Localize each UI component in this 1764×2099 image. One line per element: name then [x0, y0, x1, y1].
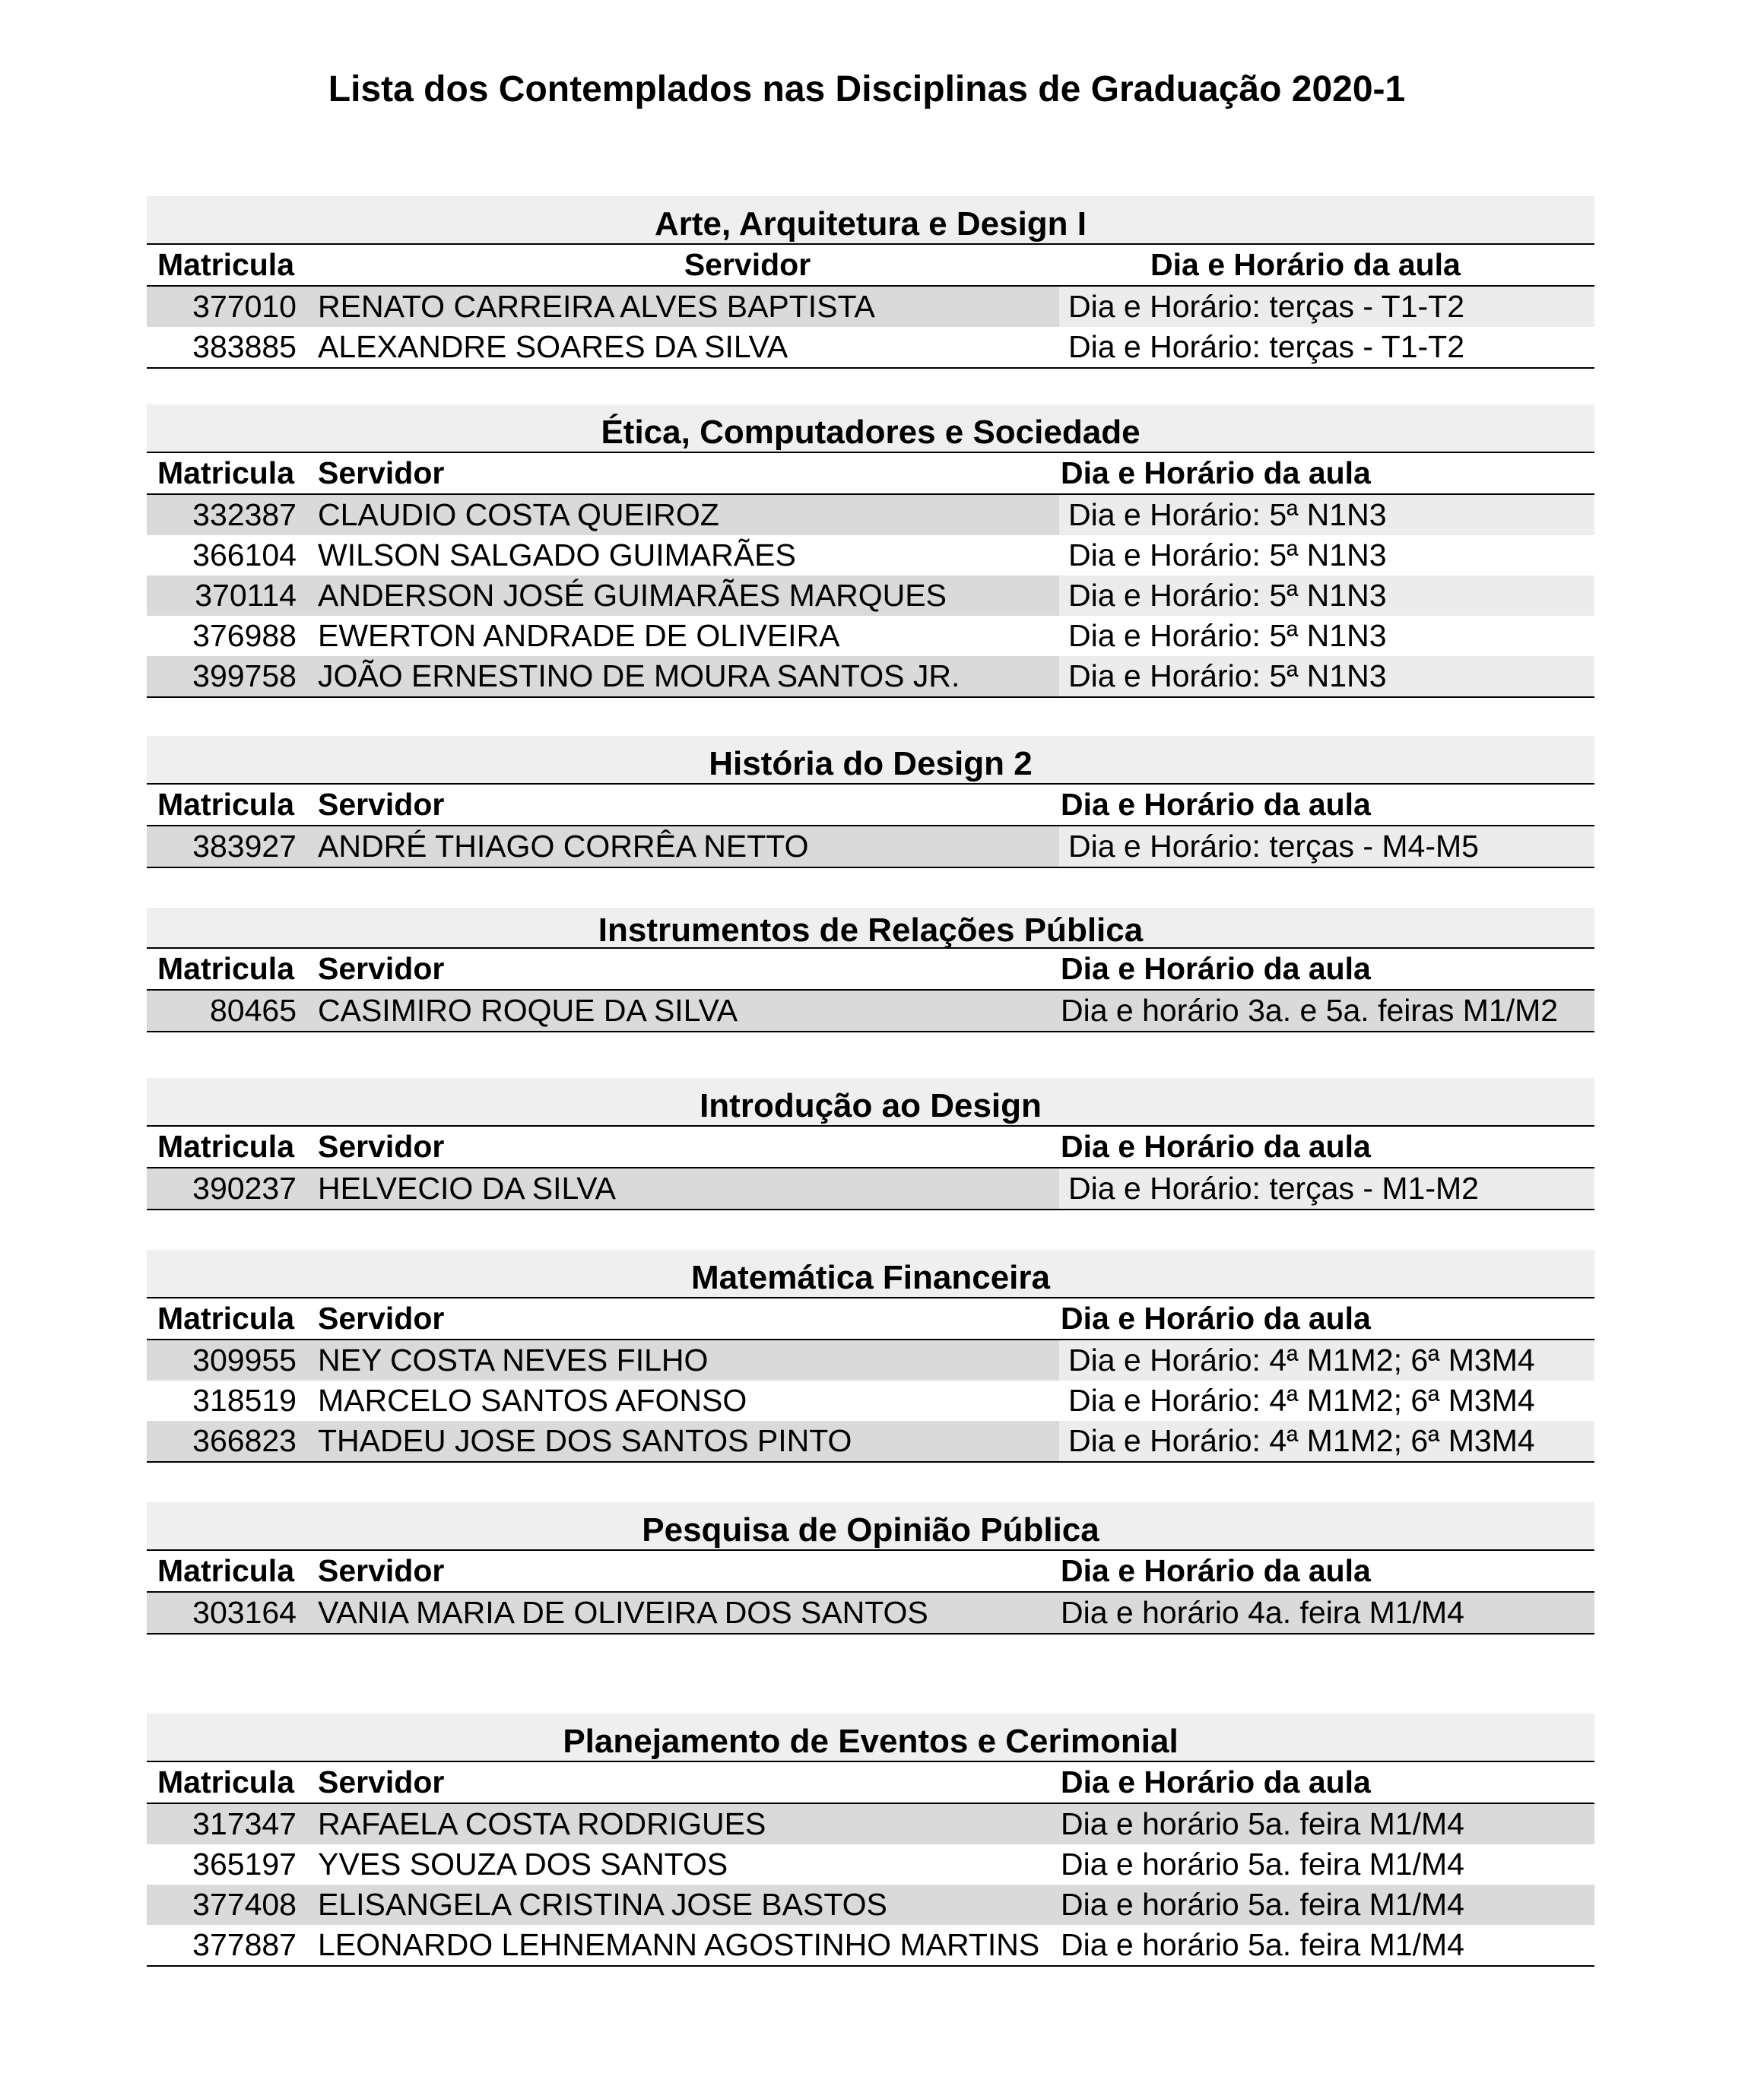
header-servidor: Servidor [318, 455, 445, 490]
table-row [147, 1421, 1594, 1463]
horario-cell: Dia e Horário: terças - T1-T2 [1059, 287, 1594, 327]
matricula-cell: 366823 [192, 1423, 297, 1458]
horario-cell: Dia e Horário: terças - M4-M5 [1059, 826, 1594, 867]
servidor-cell: RAFAELA COSTA RODRIGUES [318, 1806, 766, 1841]
column-header-row [147, 785, 1594, 826]
horario-cell: Dia e horário 3a. e 5a. feiras M1/M2 [1061, 993, 1559, 1028]
horario-cell: Dia e Horário: 5ª N1N3 [1068, 537, 1387, 572]
column-header-row [147, 1762, 1594, 1804]
servidor-cell: EWERTON ANDRADE DE OLIVEIRA [318, 618, 840, 653]
section-historia-design [147, 736, 1594, 868]
header-servidor: Servidor [318, 1129, 445, 1164]
column-header-row [147, 245, 1594, 287]
horario-cell: Dia e Horário: 4ª M1M2; 6ª M3M4 [1068, 1383, 1535, 1418]
header-horario: Dia e Horário da aula [1061, 787, 1371, 822]
section-matematica-financeira [147, 1250, 1594, 1463]
header-servidor: Servidor [684, 247, 811, 282]
table-row [147, 826, 1594, 868]
table-row [147, 991, 1594, 1032]
header-horario: Dia e Horário da aula [1061, 1129, 1371, 1164]
header-matricula: Matricula [157, 1301, 294, 1336]
section-title: Introdução ao Design [147, 1078, 1594, 1127]
section-introducao-design [147, 1078, 1594, 1210]
section-arte-arquitetura-design [147, 196, 1594, 369]
section-instrumentos-relacoes [147, 908, 1594, 1032]
servidor-cell: ANDERSON JOSÉ GUIMARÃES MARQUES [318, 578, 947, 613]
servidor-cell: RENATO CARREIRA ALVES BAPTISTA [318, 289, 875, 324]
section-title: Planejamento de Eventos e Cerimonial [147, 1714, 1594, 1762]
column-header-row [147, 1551, 1594, 1593]
matricula-cell: 377408 [192, 1887, 297, 1922]
table-row [147, 1340, 1594, 1381]
matricula-cell: 365197 [192, 1847, 297, 1882]
horario-cell: Dia e Horário: 4ª M1M2; 6ª M3M4 [1059, 1421, 1594, 1461]
matricula-cell: 390237 [192, 1171, 297, 1206]
header-servidor: Servidor [318, 1764, 445, 1799]
horario-cell: Dia e horário 4a. feira M1/M4 [1061, 1595, 1464, 1630]
section-title: Arte, Arquitetura e Design I [147, 196, 1594, 245]
matricula-cell: 383927 [192, 829, 297, 864]
section-planejamento-eventos [147, 1714, 1594, 1967]
page-title: Lista dos Contemplados nas Disciplinas de Graduação 2020-1 [328, 69, 1406, 109]
table-row [147, 1593, 1594, 1634]
matricula-cell: 366104 [192, 537, 297, 572]
matricula-cell: 376988 [192, 618, 297, 653]
section-title: História do Design 2 [147, 736, 1594, 785]
horario-cell: Dia e horário 5a. feira M1/M4 [1061, 1887, 1464, 1922]
header-servidor: Servidor [318, 787, 445, 822]
horario-cell: Dia e Horário: 4ª M1M2; 6ª M3M4 [1059, 1340, 1594, 1381]
servidor-cell: CASIMIRO ROQUE DA SILVA [318, 993, 738, 1028]
matricula-cell: 370114 [195, 578, 297, 613]
table-row [147, 1885, 1594, 1925]
matricula-cell: 80465 [209, 993, 297, 1028]
table-row [147, 287, 1594, 327]
header-matricula: Matricula [157, 1764, 294, 1799]
servidor-cell: YVES SOUZA DOS SANTOS [318, 1847, 728, 1882]
horario-cell: Dia e Horário: terças - M1-M2 [1059, 1168, 1594, 1209]
header-servidor: Servidor [318, 1301, 445, 1336]
header-horario: Dia e Horário da aula [1061, 1553, 1371, 1588]
section-title: Instrumentos de Relações Pública [147, 908, 1594, 949]
horario-cell: Dia e Horário: 5ª N1N3 [1059, 575, 1594, 616]
header-horario: Dia e Horário da aula [1061, 1764, 1371, 1799]
table-row [147, 1168, 1594, 1210]
servidor-cell: JOÃO ERNESTINO DE MOURA SANTOS JR. [318, 658, 960, 693]
matricula-cell: 309955 [192, 1343, 297, 1378]
header-horario: Dia e Horário da aula [1061, 1301, 1371, 1336]
header-matricula: Matricula [157, 1129, 294, 1164]
servidor-cell: THADEU JOSE DOS SANTOS PINTO [318, 1423, 852, 1458]
horario-cell: Dia e horário 5a. feira M1/M4 [1061, 1927, 1464, 1962]
horario-cell: Dia e Horário: 5ª N1N3 [1059, 656, 1594, 696]
table-row [147, 535, 1594, 575]
section-pesquisa-opiniao [147, 1502, 1594, 1634]
header-horario: Dia e Horário da aula [1061, 455, 1371, 490]
header-servidor: Servidor [318, 951, 445, 986]
table-row [147, 575, 1594, 616]
servidor-cell: VANIA MARIA DE OLIVEIRA DOS SANTOS [318, 1595, 928, 1630]
matricula-cell: 377887 [192, 1927, 297, 1962]
servidor-cell: HELVECIO DA SILVA [318, 1171, 616, 1206]
servidor-cell: WILSON SALGADO GUIMARÃES [318, 537, 796, 572]
header-matricula: Matricula [157, 951, 294, 986]
table-row [147, 495, 1594, 535]
servidor-cell: ALEXANDRE SOARES DA SILVA [318, 329, 788, 364]
section-title: Ética, Computadores e Sociedade [147, 404, 1594, 453]
header-matricula: Matricula [157, 787, 294, 822]
matricula-cell: 377010 [192, 289, 297, 324]
table-row [147, 656, 1594, 698]
matricula-cell: 318519 [192, 1383, 297, 1418]
section-title: Pesquisa de Opinião Pública [147, 1502, 1594, 1551]
horario-cell: Dia e Horário: 5ª N1N3 [1068, 618, 1387, 653]
column-header-row [147, 949, 1594, 991]
table-row [147, 1804, 1594, 1844]
matricula-cell: 303164 [192, 1595, 297, 1630]
horario-cell: Dia e horário 5a. feira M1/M4 [1061, 1806, 1464, 1841]
table-row [147, 1381, 1594, 1421]
header-matricula: Matricula [157, 247, 294, 282]
header-servidor: Servidor [318, 1553, 445, 1588]
table-row [147, 616, 1594, 656]
header-matricula: Matricula [157, 1553, 294, 1588]
section-title: Matemática Financeira [147, 1250, 1594, 1298]
servidor-cell: NEY COSTA NEVES FILHO [318, 1343, 709, 1378]
column-header-row [147, 1127, 1594, 1168]
section-etica-computadores [147, 404, 1594, 698]
header-matricula: Matricula [157, 455, 294, 490]
horario-cell: Dia e horário 5a. feira M1/M4 [1061, 1847, 1464, 1882]
header-horario: Dia e Horário da aula [1061, 951, 1371, 986]
horario-cell: Dia e Horário: 5ª N1N3 [1059, 495, 1594, 535]
matricula-cell: 383885 [192, 329, 297, 364]
table-row [147, 327, 1594, 369]
horario-cell: Dia e Horário: terças - T1-T2 [1068, 329, 1465, 364]
matricula-cell: 399758 [192, 658, 297, 693]
column-header-row [147, 453, 1594, 495]
servidor-cell: MARCELO SANTOS AFONSO [318, 1383, 747, 1418]
header-horario: Dia e Horário da aula [1150, 247, 1461, 282]
table-row [147, 1925, 1594, 1967]
servidor-cell: LEONARDO LEHNEMANN AGOSTINHO MARTINS [318, 1927, 1040, 1962]
servidor-cell: ELISANGELA CRISTINA JOSE BASTOS [318, 1887, 887, 1922]
servidor-cell: CLAUDIO COSTA QUEIROZ [318, 497, 719, 532]
matricula-cell: 332387 [192, 497, 297, 532]
column-header-row [147, 1298, 1594, 1340]
table-row [147, 1844, 1594, 1885]
servidor-cell: ANDRÉ THIAGO CORRÊA NETTO [318, 829, 809, 864]
matricula-cell: 317347 [192, 1806, 297, 1841]
